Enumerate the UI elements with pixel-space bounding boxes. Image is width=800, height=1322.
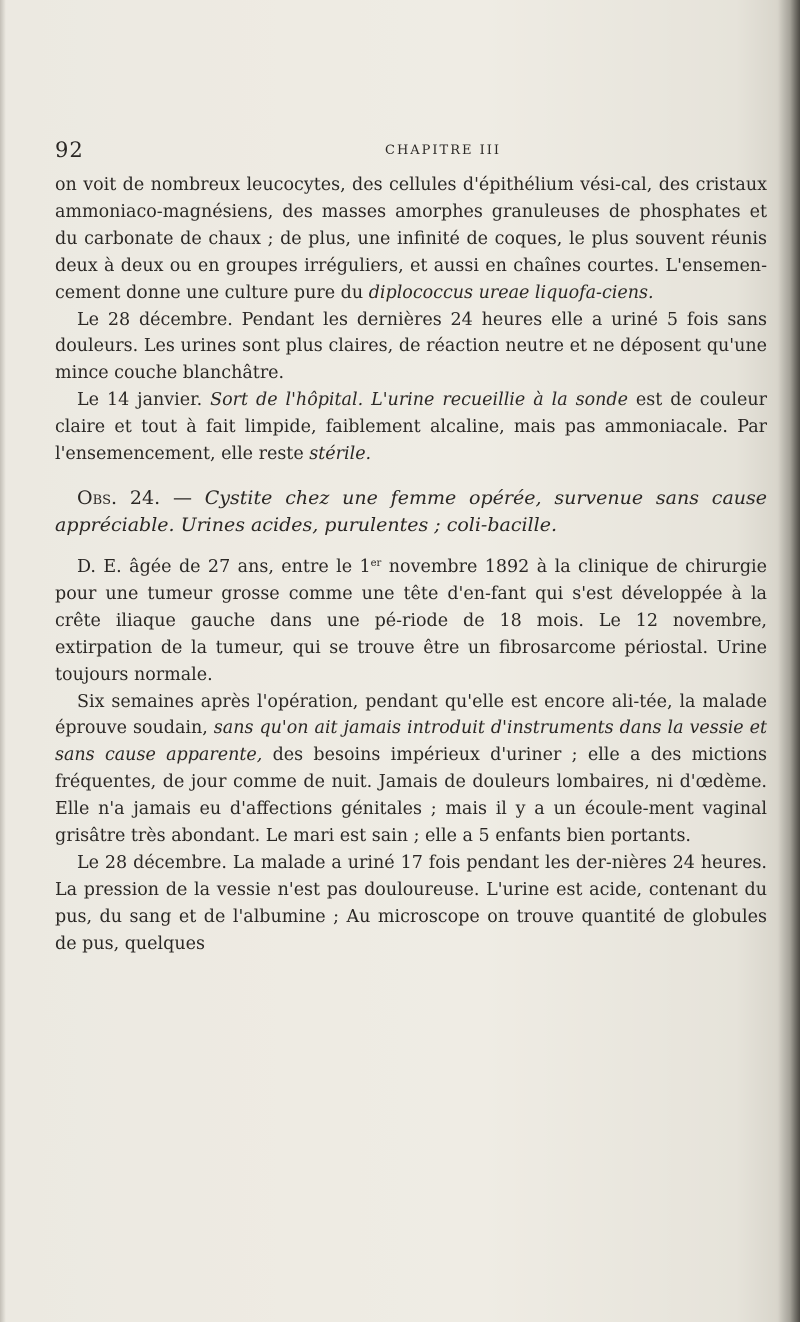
paragraph-jan-14	[55, 387, 767, 468]
paragraph-text: des besoins impérieux d'uriner ; elle a des mictions fréquentes, de jour comme de nuit. Jamais de douleurs lombaires, ni d'œdème. Elle n'a jamais eu d'affections génitales ; mais il y a un écoule-ment vaginal grisâtre très abondant. Le mari est sain ; elle a 5 enfants bien portants.	[55, 745, 767, 847]
species-name: diplococcus ureae liquofa-ciens.	[368, 282, 654, 303]
observation-heading	[55, 485, 767, 539]
paragraph-date: Le 14 janvier.	[77, 390, 211, 411]
gutter-shadow	[0, 0, 6, 1322]
observation-title: Cystite chez une femme opérée, survenue sans cause appréciable. Urines acides, purulentes ; coli-bacille.	[55, 486, 768, 536]
paragraph-continuation	[55, 172, 767, 307]
paragraph-six-weeks	[55, 689, 767, 850]
page-header	[55, 138, 755, 166]
observation-label: Obs	[77, 486, 112, 509]
paragraph-text: on voit de nombreux leucocytes, des cellules d'épithélium vési-cal, des cristaux ammoniaco-magnésiens, des masses amorphes granuleuses de phosphates et du carbonate de chaux ; de plus, une infinité de coques, le plus souvent réunis deux à deux ou en groupes irréguliers, et aussi en chaînes courtes. L'ensemen-cement donne une culture pure du	[55, 175, 767, 303]
body-text	[55, 172, 767, 958]
paragraph-text: est de couleur claire et tout à fait limpide, faiblement alcaline, mais pas ammoniacale. Par l'ensemencement, elle reste	[55, 390, 767, 465]
paragraph-patient	[55, 554, 767, 689]
paragraph-text: novembre 1892 à la clinique de chirurgie pour une tumeur grosse comme une tête d'en-fant qui s'est développée à la crête iliaque gauche dans une pé-riode de 18 mois. Le 12 novembre, extirpation de la tumeur, qui se trouve être un fibrosarcome périostal. Urine toujours normale.	[55, 556, 767, 685]
paragraph-italic: Sort de l'hôpital. L'urine recueillie à la sonde	[210, 390, 628, 411]
paragraph-italic-end: stérile.	[309, 444, 372, 465]
paragraph-italic: sans qu'on ait jamais introduit d'instruments dans la vessie et sans cause apparente,	[55, 718, 768, 766]
page-number: 92	[55, 138, 84, 162]
running-head: CHAPITRE III	[385, 143, 502, 158]
page-edge-shadow	[778, 0, 800, 1322]
superscript: er	[370, 557, 382, 569]
observation-number: . 24. —	[111, 486, 205, 509]
paragraph-dec-28-b: Le 28 décembre. La malade a uriné 17 fois pendant les der-nières 24 heures. La pression de la vessie n'est pas douloureuse. L'urine est acide, contenant du pus, du sang et de l'albumine ; Au microscope on trouve quantité de globules de pus, quelques	[55, 852, 767, 954]
paragraph-dec-28: Le 28 décembre. Pendant les dernières 24 heures elle a uriné 5 fois sans douleurs. Les urines sont plus claires, de réaction neutre et ne déposent qu'une mince couche blanchâtre.	[55, 309, 767, 384]
paragraph-text: D. E. âgée de 27 ans, entre le 1	[77, 556, 371, 577]
paragraph-text: Six semaines après l'opération, pendant qu'elle est encore ali-tée, la malade éprouve soudain,	[55, 691, 767, 739]
